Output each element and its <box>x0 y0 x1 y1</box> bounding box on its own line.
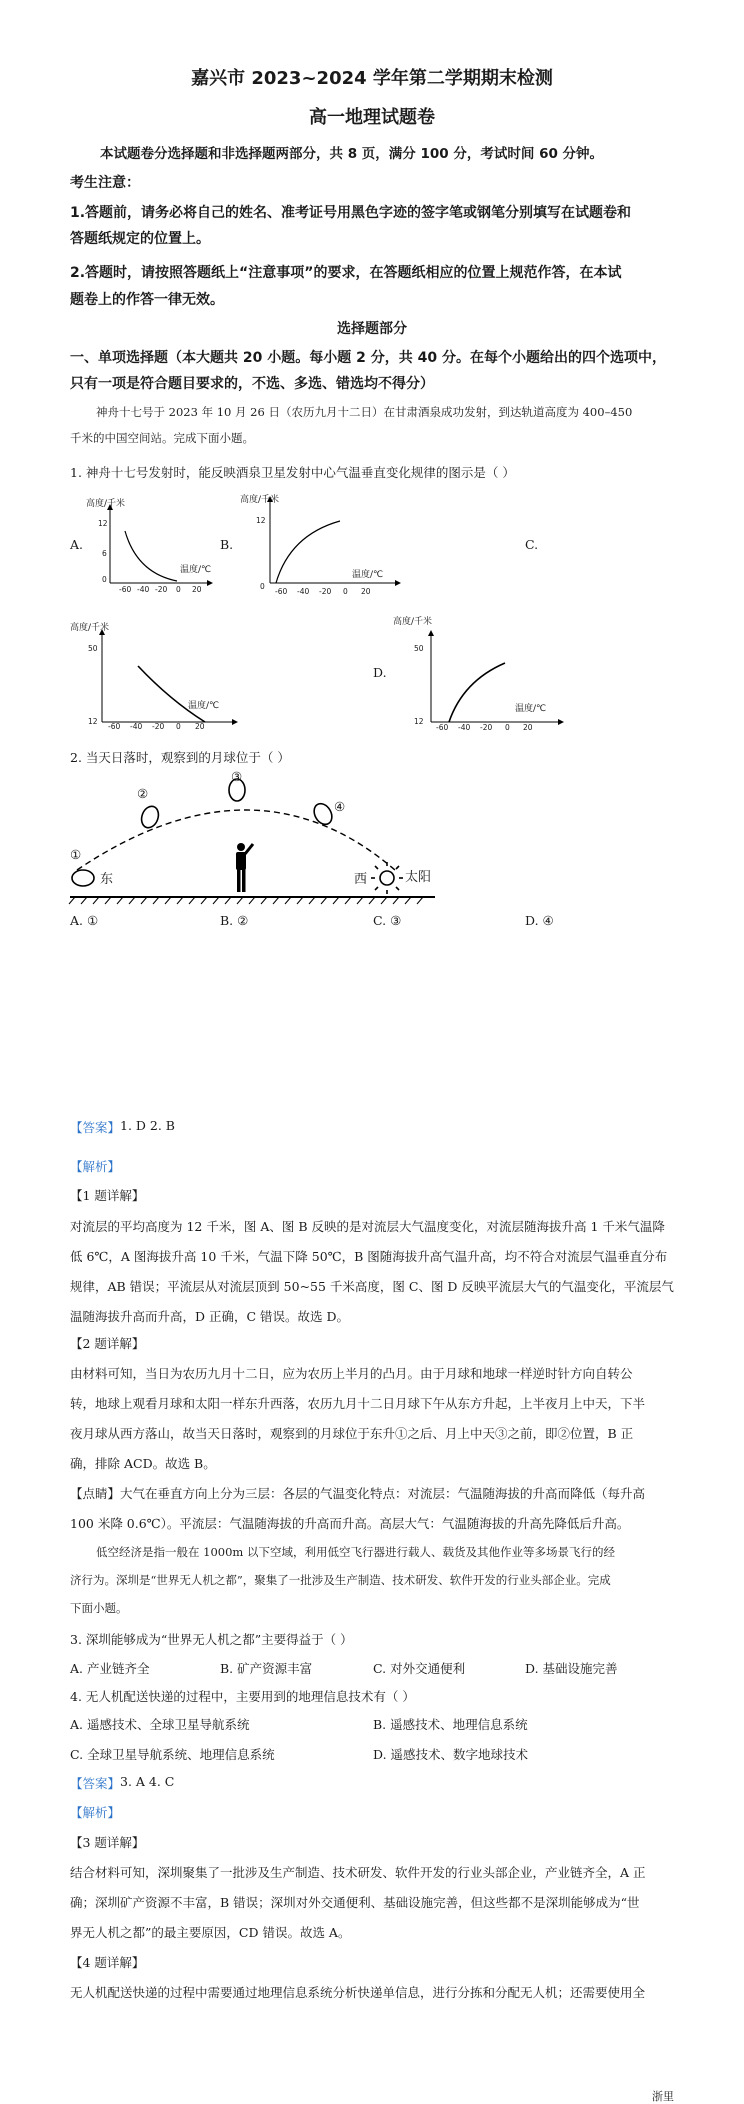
east-label: 东 <box>100 872 114 887</box>
q1-chart-a-xtick: -20 <box>155 585 168 594</box>
answer2-analysis-label: 【解析】 <box>70 1805 121 1820</box>
detail2-line: 由材料可知，当日为农历九月十二日，应为农历上半月的凸月。由于月球和地球一样逆时针方向自转公 <box>70 1366 633 1381</box>
q1-option-c-label: C. <box>525 537 539 552</box>
q1-chart-c-xtick: -60 <box>108 722 121 731</box>
detail3-line: 确；深圳矿产资源不丰富，B 错误；深圳对外交通便利、基础设施完善，但这些都不是深圳能够成为“世 <box>70 1895 640 1910</box>
q2-option-a: A. ① <box>70 913 99 928</box>
west-label: 西 <box>354 872 368 887</box>
detail2-line: 转，地球上观看月球和太阳一样东升西落，农历九月十二日月球下午从东方升起，上半夜月上中天，下半 <box>70 1396 646 1411</box>
q2-option-c: C. ③ <box>373 913 402 928</box>
detail1-line: 对流层的平均高度为 12 千米，图 A、图 B 反映的是对流层大气温度变化，对流层随海拔升高 1 千米气温降 <box>70 1219 665 1234</box>
q1-chart-b-xlabel: 温度/℃ <box>352 570 384 580</box>
q1-chart-a-ylabel: 高度/千米 <box>86 499 126 509</box>
q1-chart-a-ytick: 0 <box>102 575 107 584</box>
moon-1-shape <box>72 870 94 886</box>
moon-2-shape <box>139 804 162 830</box>
answer2-text: 3. A 4. C <box>120 1774 175 1789</box>
q1-chart-c-xlabel: 温度/℃ <box>188 701 220 711</box>
q1-chart-b-ytick: 0 <box>260 582 265 591</box>
moon-marker-3: ③ <box>231 769 243 784</box>
exam-title: 嘉兴市 2023~2024 学年第二学期期末检测 <box>191 68 553 89</box>
q1-chart-b-ylabel: 高度/千米 <box>240 495 280 505</box>
q1-chart-d-xtick: -60 <box>436 723 449 732</box>
q1-chart-a-curve <box>125 531 177 581</box>
moon-marker-4: ④ <box>334 799 346 814</box>
q1-chart-d-ytick: 50 <box>414 644 424 653</box>
q3-option-d: D. 基础设施完善 <box>525 1661 618 1676</box>
q1-option-a-label: A. <box>70 537 84 552</box>
q2-option-b: B. ② <box>220 913 249 928</box>
part1-instructions-line-2: 只有一项是符合题目要求的，不选、多选、错选均不得分） <box>70 376 434 392</box>
q1-chart-d-ytick: 12 <box>414 717 424 726</box>
q1-chart-d-xtick: -40 <box>458 723 471 732</box>
q1-chart-b <box>240 495 400 595</box>
detail3-heading: 【3 题详解】 <box>70 1835 145 1850</box>
q1-chart-a-xtick: -60 <box>119 585 132 594</box>
q1-chart-c-ytick: 12 <box>88 717 98 726</box>
q1-option-b-label: B. <box>220 537 234 552</box>
q1-chart-c-xtick: 0 <box>176 722 181 731</box>
moon-4-shape <box>311 800 336 827</box>
q1-stem: 1. 神舟十七号发射时，能反映酒泉卫星发射中心气温垂直变化规律的图示是（ ） <box>70 465 515 480</box>
answer2-label: 【答案】 <box>70 1776 121 1791</box>
footer-mark: 浙里 <box>652 2090 674 2103</box>
passage2-line-2: 济行为。深圳是“世界无人机之都”，聚集了一批涉及生产制造、技术研发、软件开发的行业头部企业。完成 <box>70 1573 611 1587</box>
q1-chart-b-xtick: -20 <box>319 587 332 596</box>
q4-option-a: A. 遥感技术、全球卫星导航系统 <box>70 1717 250 1732</box>
note-item-1-line-2: 答题纸规定的位置上。 <box>70 231 210 247</box>
ground-hatching <box>69 897 423 904</box>
q1-chart-b-ytick: 12 <box>256 516 266 525</box>
q3-option-b: B. 矿产资源丰富 <box>220 1661 313 1676</box>
section-heading: 选择题部分 <box>337 321 407 337</box>
q1-chart-a-xlabel: 温度/℃ <box>180 565 212 575</box>
exam-subtitle: 高一地理试题卷 <box>309 107 435 128</box>
q1-chart-a-ytick: 6 <box>102 549 107 558</box>
q1-chart-c-ylabel: 高度/千米 <box>70 623 110 633</box>
q3-stem: 3. 深圳能够成为“世界无人机之都”主要得益于（ ） <box>70 1632 353 1647</box>
answer1-label: 【答案】 <box>70 1120 121 1135</box>
q1-chart-d-ylabel: 高度/千米 <box>393 617 433 627</box>
detail3-line: 界无人机之都”的最主要原因，CD 错误。故选 A。 <box>70 1925 351 1940</box>
detail2-heading: 【2 题详解】 <box>70 1336 145 1351</box>
exam-info: 本试题卷分选择题和非选择题两部分，共 8 页，满分 100 分，考试时间 60 分钟。 <box>100 146 604 162</box>
moon-marker-1: ① <box>70 847 82 862</box>
q1-chart-b-xtick: -40 <box>297 587 310 596</box>
q2-option-d: D. ④ <box>525 913 554 928</box>
q1-chart-c-ytick: 50 <box>88 644 98 653</box>
q4-option-b: B. 遥感技术、地理信息系统 <box>373 1717 528 1732</box>
q1-chart-c-curve <box>138 666 205 722</box>
note-item-2-line-1: 2.答题时，请按照答题纸上“注意事项”的要求，在答题纸相应的位置上规范作答，在本试 <box>70 265 622 281</box>
notes-heading: 考生注意： <box>70 175 140 191</box>
sun-label: 太阳 <box>405 870 432 885</box>
q1-chart-d-xtick: 20 <box>523 723 533 732</box>
detail1-line: 规律，AB 错误；平流层从对流层顶到 50~55 千米高度，图 C、图 D 反映平流层大气的气温变化，平流层气 <box>70 1279 674 1294</box>
q1-chart-b-xtick: -60 <box>275 587 288 596</box>
q1-chart-c-xtick: -20 <box>152 722 165 731</box>
passage2-line-1: 低空经济是指一般在 1000m 以下空域，利用低空飞行器进行载人、载货及其他作业等多场景飞行的经 <box>96 1545 615 1559</box>
passage1-line-2: 千米的中国空间站。完成下面小题。 <box>70 431 254 445</box>
q1-chart-b-curve <box>276 521 340 583</box>
moon-marker-2: ② <box>137 786 149 801</box>
q1-chart-a-xtick: 0 <box>176 585 181 594</box>
detail1-heading: 【1 题详解】 <box>70 1188 145 1203</box>
q1-chart-c-xtick: -40 <box>130 722 143 731</box>
detail2-line: 夜月球从西方落山，故当天日落时，观察到的月球位于东升①之后、月上中天③之前，即②位置，B 正 <box>70 1426 634 1441</box>
detail2-line: 确，排除 ACD。故选 B。 <box>70 1456 216 1471</box>
q4-stem: 4. 无人机配送快递的过程中，主要用到的地理信息技术有（ ） <box>70 1689 415 1704</box>
passage1-line-1: 神舟十七号于 2023 年 10 月 26 日（农历九月十二日）在甘肃酒泉成功发射，到达轨道高度为 400–450 <box>96 405 633 419</box>
detail4-line: 无人机配送快递的过程中需要通过地理信息系统分析快递单信息，进行分拣和分配无人机；还需要使用全 <box>70 1985 646 2000</box>
q3-option-c: C. 对外交通便利 <box>373 1661 466 1676</box>
detail1-line: 低 6℃，A 图海拔升高 10 千米，气温下降 50℃，B 图随海拔升高气温升高，均不符合对流层气温垂直分布 <box>70 1249 668 1264</box>
note-item-1-line-1: 1.答题前，请务必将自己的姓名、准考证号用黑色字迹的签字笔或钢笔分别填写在试题卷和 <box>70 205 632 221</box>
answer1-text: 1. D 2. B <box>120 1118 175 1133</box>
setting-sun <box>371 862 403 894</box>
q1-chart-a-xtick: -40 <box>137 585 150 594</box>
answer1-analysis-label: 【解析】 <box>70 1159 121 1174</box>
q1-chart-a-xtick: 20 <box>192 585 202 594</box>
detail1-line: 温随海拔升高而升高，D 正确，C 错误。故选 D。 <box>70 1309 350 1324</box>
detail3-line: 结合材料可知，深圳聚集了一批涉及生产制造、技术研发、软件开发的行业头部企业，产业链齐全，A 正 <box>70 1865 646 1880</box>
tip-line-2: 100 米降 0.6℃）。平流层：气温随海拔的升高而升高。高层大气：气温随海拔的升高先降低后升高。 <box>70 1516 630 1531</box>
observer-figure <box>236 843 253 892</box>
note-item-2-line-2: 题卷上的作答一律无效。 <box>70 292 224 308</box>
q3-option-a: A. 产业链齐全 <box>70 1661 150 1676</box>
q1-chart-d-xtick: 0 <box>505 723 510 732</box>
q2-stem: 2. 当天日落时，观察到的月球位于（ ） <box>70 750 290 765</box>
q1-chart-b-xtick: 20 <box>361 587 371 596</box>
q2-moon-diagram <box>65 770 445 905</box>
q1-chart-d-xtick: -20 <box>480 723 493 732</box>
passage2-line-3: 下面小题。 <box>70 1601 128 1615</box>
q4-option-c: C. 全球卫星导航系统、地理信息系统 <box>70 1747 275 1762</box>
part1-instructions-line-1: 一、单项选择题（本大题共 20 小题。每小题 2 分，共 40 分。在每个小题给出的四个选项中， <box>70 350 666 366</box>
tip-line-1: 【点睛】大气在垂直方向上分为三层：各层的气温变化特点：对流层：气温随海拔的升高而降低（每升高 <box>70 1486 646 1501</box>
detail4-heading: 【4 题详解】 <box>70 1955 145 1970</box>
q1-chart-c-xtick: 20 <box>195 722 205 731</box>
q1-chart-d-xlabel: 温度/℃ <box>515 704 547 714</box>
q1-chart-d-curve <box>449 663 505 722</box>
q1-chart-b-xtick: 0 <box>343 587 348 596</box>
q4-option-d: D. 遥感技术、数字地球技术 <box>373 1747 529 1762</box>
q1-option-d-label: D. <box>373 665 387 680</box>
q1-chart-a-ytick: 12 <box>98 519 108 528</box>
